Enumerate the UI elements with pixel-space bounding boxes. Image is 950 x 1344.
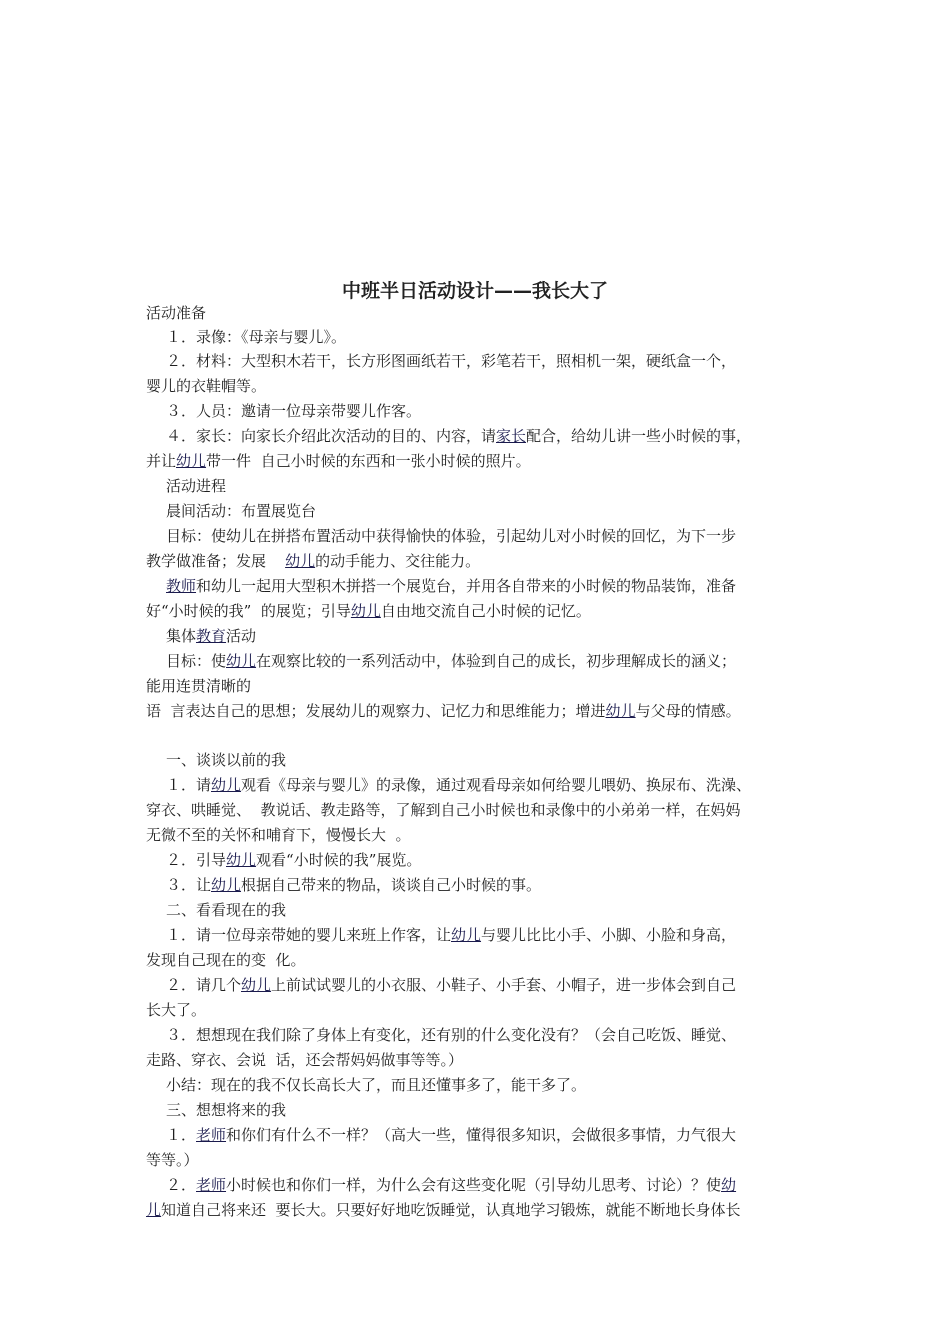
text-line <box>166 576 736 596</box>
text-run: 与父母的情感。 <box>635 702 741 720</box>
text-line <box>166 1025 736 1045</box>
text-line <box>146 825 411 845</box>
text-line <box>166 476 226 496</box>
hyperlink[interactable]: 幼儿 <box>285 552 316 570</box>
text-run: ４．家长：向家长介绍此次活动的目的、内容，请 <box>166 427 497 445</box>
text-line <box>166 327 346 347</box>
text-run: 活动准备 <box>146 304 207 322</box>
text-line <box>146 1200 741 1220</box>
text-run: 无微不至的关怀和哺育下，慢慢长大 。 <box>146 826 411 844</box>
hyperlink[interactable]: 幼儿 <box>241 976 272 994</box>
text-line <box>166 501 316 521</box>
hyperlink[interactable]: 幼儿 <box>350 602 381 620</box>
text-line <box>166 426 751 446</box>
text-run: 观看“小时候的我”展览。 <box>256 851 422 869</box>
text-line <box>166 875 541 895</box>
text-run: 在观察比较的一系列活动中，体验到自己的成长，初步理解成长的涵义； <box>256 652 737 670</box>
hyperlink[interactable]: 幼 <box>721 1176 737 1194</box>
text-line <box>166 850 421 870</box>
text-run: 穿衣、哄睡觉、 教说话、教走路等，了解到自己小时候也和录像中的小弟弟一样，在妈妈 <box>146 801 741 819</box>
hyperlink[interactable]: 教师 <box>166 577 197 595</box>
text-line <box>146 601 591 621</box>
text-run: 语 言表达自己的思想；发展幼儿的观察力、记忆力和思维能力；增进 <box>146 702 606 720</box>
text-run: ２． <box>166 1176 197 1194</box>
text-run: 目标：使幼儿在拼搭布置活动中获得愉快的体验，引起幼儿对小时候的回忆，为下一步 <box>166 527 737 545</box>
text-run: 和幼儿一起用大型积木拼搭一个展览台，并用各自带来的小时候的物品装饰，准备 <box>196 577 737 595</box>
hyperlink[interactable]: 幼儿 <box>451 926 482 944</box>
text-run: 发现自己现在的变 化。 <box>146 951 306 969</box>
text-run: 教学做准备；发展 <box>146 552 286 570</box>
text-run: 的动手能力、交往能力。 <box>315 552 481 570</box>
text-run: 好“小时候的我” 的展览；引导 <box>146 602 351 620</box>
hyperlink[interactable]: 老师 <box>196 1126 227 1144</box>
text-run: 一、谈谈以前的我 <box>166 751 287 769</box>
text-line <box>166 626 256 646</box>
text-run: 能用连贯清晰的 <box>146 677 252 695</box>
hyperlink[interactable]: 幼儿 <box>176 452 207 470</box>
text-line <box>166 775 751 795</box>
text-run: 带一件 自己小时候的东西和一张小时候的照片。 <box>206 452 531 470</box>
text-run: ３．让 <box>166 876 212 894</box>
text-line <box>166 1125 736 1145</box>
text-run: 活动 <box>226 627 257 645</box>
text-run: ３．人员：邀请一位母亲带婴儿作客。 <box>166 402 422 420</box>
text-run: 观看《母亲与婴儿》的录像，通过观看母亲如何给婴儿喂奶、换尿布、洗澡、 <box>241 776 752 794</box>
text-line <box>146 1000 206 1020</box>
text-line <box>166 900 286 920</box>
text-line <box>166 750 286 770</box>
hyperlink[interactable]: 教育 <box>196 627 227 645</box>
text-run: 婴儿的衣鞋帽等。 <box>146 377 267 395</box>
text-run: 自由地交流自己小时候的记忆。 <box>380 602 591 620</box>
hyperlink[interactable]: 幼儿 <box>211 776 242 794</box>
text-line <box>166 1175 736 1195</box>
text-run: 小结：现在的我不仅长高长大了，而且还懂事多了，能干多了。 <box>166 1076 587 1094</box>
text-line <box>146 376 266 396</box>
hyperlink[interactable]: 幼儿 <box>226 652 257 670</box>
hyperlink[interactable]: 家长 <box>496 427 527 445</box>
text-run: １．请 <box>166 776 212 794</box>
text-run: 二、看看现在的我 <box>166 901 287 919</box>
text-run: 配合，给幼儿讲一些小时候的事， <box>526 427 752 445</box>
text-run: 和你们有什么不一样？（高大一些，懂得很多知识，会做很多事情，力气很大 <box>226 1126 737 1144</box>
text-run: 活动进程 <box>166 477 227 495</box>
text-run: 上前试试婴儿的小衣服、小鞋子、小手套、小帽子，进一步体会到自己 <box>271 976 737 994</box>
text-run: 长大了。 <box>146 1001 207 1019</box>
text-run: １．录像：《母亲与婴儿》。 <box>166 328 347 346</box>
text-run: 小时候也和你们一样，为什么会有这些变化呢（引导幼儿思考、讨论）？使 <box>226 1176 722 1194</box>
text-line <box>166 925 736 945</box>
text-line <box>146 303 206 323</box>
text-run: １．请一位母亲带她的婴儿来班上作客，让 <box>166 926 452 944</box>
text-line <box>146 451 531 471</box>
text-run: 三、想想将来的我 <box>166 1101 287 1119</box>
text-run: 根据自己带来的物品，谈谈自己小时候的事。 <box>241 876 542 894</box>
text-run: ２．请几个 <box>166 976 242 994</box>
hyperlink[interactable]: 老师 <box>196 1176 227 1194</box>
text-run: 等等。） <box>146 1151 199 1169</box>
hyperlink[interactable]: 幼儿 <box>605 702 636 720</box>
text-line <box>166 975 736 995</box>
text-line <box>146 800 741 820</box>
text-line <box>166 401 421 421</box>
text-line <box>166 651 736 671</box>
text-line <box>146 701 741 721</box>
text-run: 目标：使 <box>166 652 227 670</box>
document-title: 中班半日活动设计——我长大了 <box>341 280 608 302</box>
text-run: １． <box>166 1126 197 1144</box>
text-run: 集体 <box>166 627 197 645</box>
hyperlink[interactable]: 幼儿 <box>211 876 242 894</box>
hyperlink[interactable]: 幼儿 <box>226 851 257 869</box>
text-line <box>146 1050 463 1070</box>
text-line <box>146 1150 199 1170</box>
text-run: 知道自己将来还 要长大。只要好好地吃饭睡觉，认真地学习锻炼，就能不断地长身体长 <box>161 1201 741 1219</box>
text-run: 晨间活动：布置展览台 <box>166 502 317 520</box>
text-line <box>146 950 306 970</box>
text-run: ２．引导 <box>166 851 227 869</box>
text-line <box>146 551 480 571</box>
text-line <box>166 1100 286 1120</box>
text-line <box>166 1075 586 1095</box>
text-line <box>166 351 736 371</box>
text-run: ２．材料：大型积木若干，长方形图画纸若干，彩笔若干，照相机一架，硬纸盒一个， <box>166 352 737 370</box>
text-run: 并让 <box>146 452 177 470</box>
text-run: 与婴儿比比小手、小脚、小脸和身高， <box>481 926 737 944</box>
hyperlink[interactable]: 儿 <box>146 1201 162 1219</box>
text-line <box>166 526 736 546</box>
text-run: ３．想想现在我们除了身体上有变化，还有别的什么变化没有？（会自己吃饭、睡觉、 <box>166 1026 737 1044</box>
text-line <box>146 676 251 696</box>
text-run: 走路、穿衣、会说 话，还会帮妈妈做事等等。） <box>146 1051 464 1069</box>
